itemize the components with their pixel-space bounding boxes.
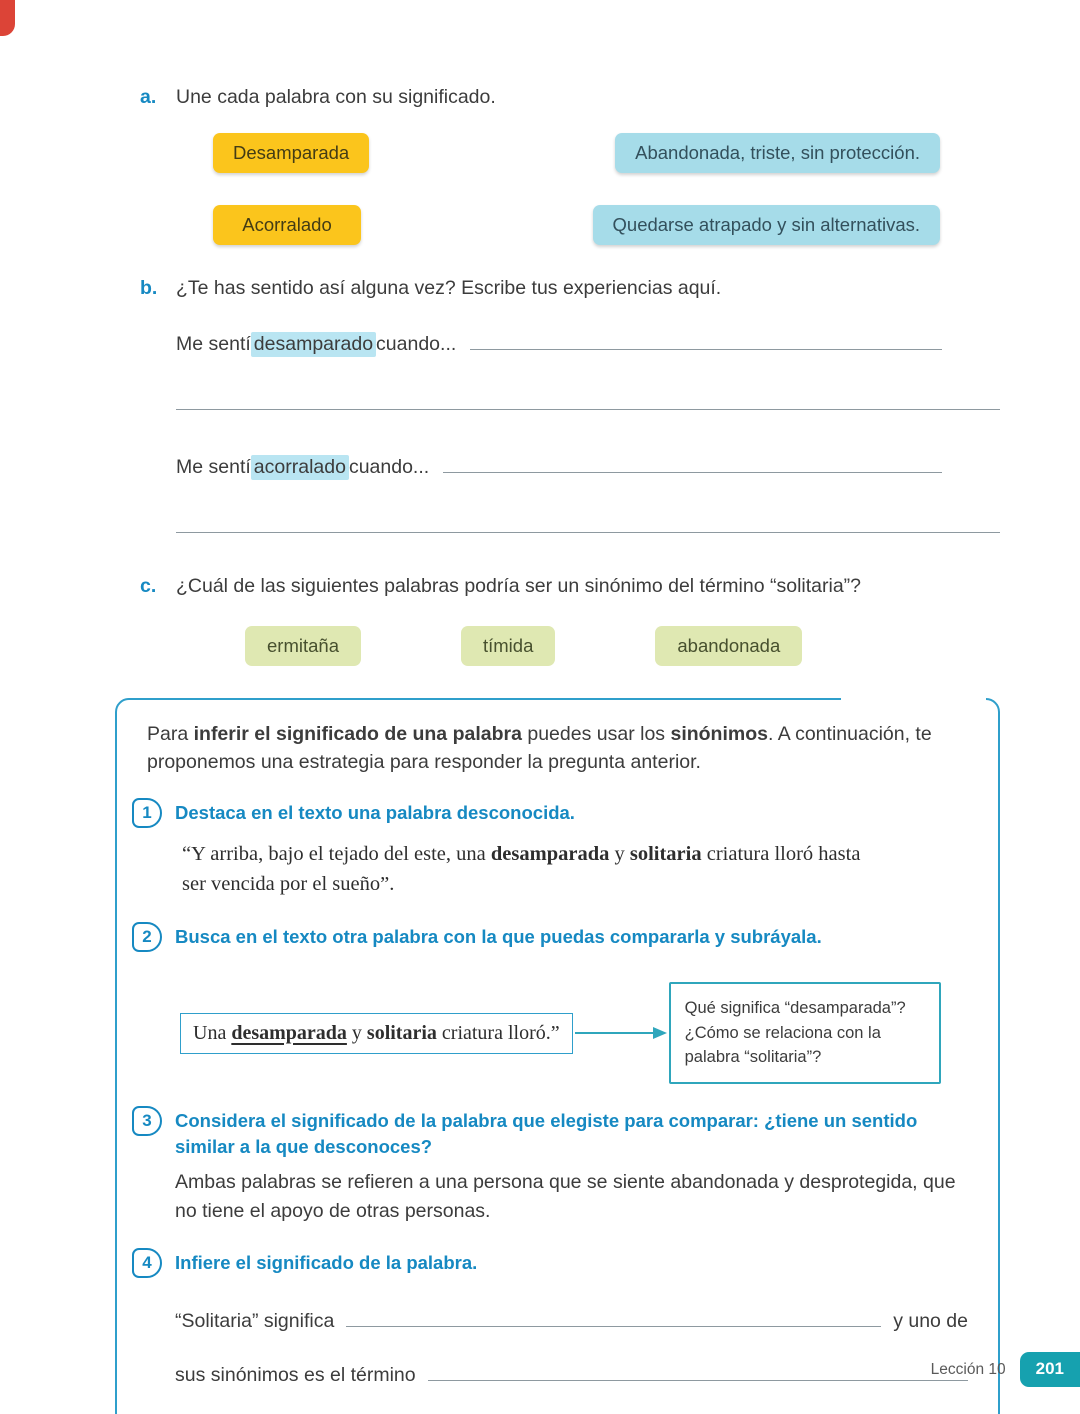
inference-text: y uno de (893, 1309, 968, 1332)
intro-text: puedes usar los (521, 722, 671, 745)
strategy-box (115, 698, 1000, 1414)
lesson-label: Lección 10 (930, 1360, 1006, 1378)
inference-line-1 (175, 1306, 968, 1332)
inference-line-2 (175, 1361, 968, 1387)
matching-area (176, 133, 1000, 245)
intro-text: . A continuación, te proponemos una estrategia para responder la pregunta anterior. (147, 722, 932, 774)
answer-line[interactable] (176, 409, 1000, 410)
exercise-a (140, 86, 1000, 245)
exercise-a-prompt: Une cada palabra con su significado. (176, 86, 496, 108)
intro-text: Para (147, 722, 194, 745)
page-number-badge: 201 (1020, 1352, 1080, 1387)
inference-text: “Solitaria” significa (175, 1309, 335, 1332)
exercise-c-prompt: ¿Cuál de las siguientes palabras podría ser un sinónimo del término “solitaria”? (176, 574, 862, 597)
word-chip-acorralado[interactable]: Acorralado (213, 205, 361, 245)
starter-text: cuando... (348, 455, 430, 478)
step-2-title: Busca en el texto otra palabra con la que puedas compararla y subráyala. (175, 925, 822, 947)
answer-line[interactable] (470, 330, 942, 350)
match-row (176, 133, 1000, 173)
exercise-c (140, 575, 1000, 666)
exercise-b-prompt: ¿Te has sentido así alguna vez? Escribe tus experiencias aquí. (176, 277, 722, 299)
sentence-text: y (346, 1021, 367, 1044)
step-number-badge: 1 (132, 798, 162, 828)
exercise-b-letter: b. (140, 277, 158, 299)
step-3-body: Ambas palabras se refieren a una persona que se siente abandonada y desprotegida, que no tiene el apoyo de otras personas. (175, 1170, 956, 1223)
meaning-chip-2[interactable]: Quedarse atrapado y sin alternativas. (593, 205, 940, 245)
sentence-starter-1 (176, 330, 1000, 357)
synonym-options (245, 626, 1000, 666)
highlighted-word-desamparado: desamparado (251, 332, 376, 357)
strategy-intro (147, 720, 968, 777)
answer-line[interactable] (176, 532, 1000, 533)
answer-line[interactable] (428, 1361, 968, 1381)
step-3-title: Considera el significado de la palabra que elegiste para comparar: ¿tiene un sentido similar a la que desconoces? (175, 1110, 918, 1158)
starter-text: Me sentí (176, 455, 251, 478)
exercise-a-letter: a. (140, 86, 157, 108)
starter-text: cuando... (376, 333, 457, 356)
arrow-icon (575, 1025, 667, 1041)
source-quote (182, 840, 872, 899)
inference-text: sus sinónimos es el término (175, 1364, 416, 1387)
quote-text: y (609, 843, 630, 866)
sentence-underlined-desamparada: desamparada (231, 1021, 347, 1044)
quote-bold-solitaria: solitaria (629, 843, 702, 866)
sentence-starter-2 (176, 452, 1000, 479)
step-4-title: Infiere el significado de la palabra. (175, 1252, 478, 1274)
quote-bold-desamparada: desamparada (490, 843, 610, 866)
starter-text: Me sentí (176, 333, 251, 356)
step-1 (132, 800, 968, 899)
comparison-row (180, 982, 968, 1084)
word-chip-desamparada[interactable]: Desamparada (213, 133, 369, 173)
step-number-badge: 4 (132, 1248, 162, 1278)
step-3 (132, 1108, 968, 1226)
step-4 (132, 1250, 968, 1387)
step-number-badge: 2 (132, 922, 162, 952)
exercise-c-letter: c. (140, 574, 157, 597)
option-ermitana[interactable]: ermitaña (245, 626, 361, 666)
meaning-chip-1[interactable]: Abandonada, triste, sin protección. (615, 133, 940, 173)
intro-bold: sinónimos (670, 722, 768, 745)
step-2 (132, 924, 968, 1084)
highlighted-word-acorralado: acorralado (251, 455, 349, 480)
sentence-bold-solitaria: solitaria (366, 1021, 437, 1044)
compared-sentence-box (180, 1013, 573, 1054)
sentence-text: criatura lloró.” (436, 1021, 560, 1044)
page-footer (931, 1352, 1080, 1387)
intro-bold: inferir el significado de una palabra (193, 722, 522, 745)
step-1-title: Destaca en el texto una palabra desconocida. (175, 802, 575, 824)
answer-line[interactable] (443, 452, 942, 472)
quote-text: criatura lloró hasta ser vencida por el sueño”. (182, 843, 861, 896)
sentence-text: Una (193, 1021, 232, 1044)
reflection-question-box: Qué significa “desamparada”? ¿Cómo se relaciona con la palabra “solitaria”? (669, 982, 941, 1084)
page-corner-accent (0, 0, 15, 36)
answer-line[interactable] (346, 1306, 881, 1326)
exercise-b (140, 277, 1000, 533)
quote-text: “Y arriba, bajo el tejado del este, una (182, 843, 491, 866)
match-row (176, 205, 1000, 245)
option-abandonada[interactable]: abandonada (655, 626, 802, 666)
option-timida[interactable]: tímida (461, 626, 555, 666)
step-number-badge: 3 (132, 1106, 162, 1136)
